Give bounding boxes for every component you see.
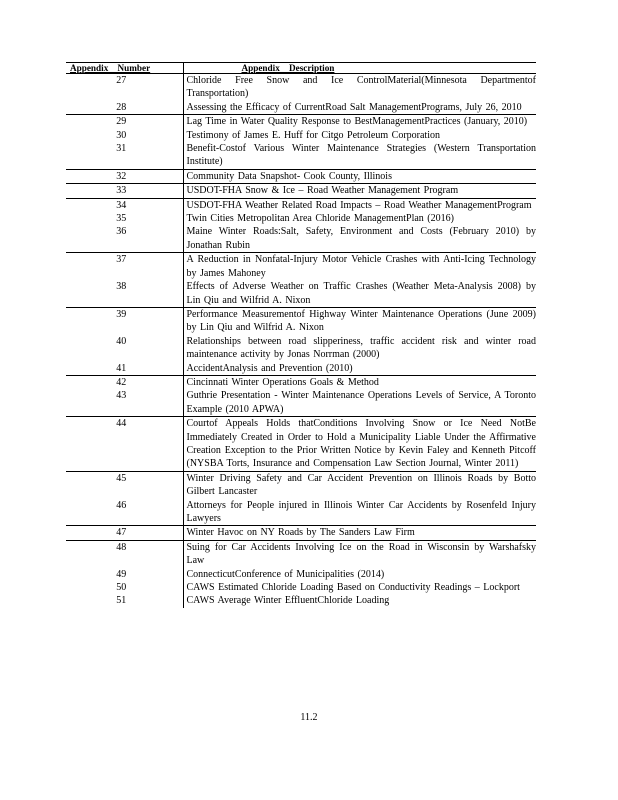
appendix-description: Performance Measurementof Highway Winter Maintenance Operations (June 2009) by Lin Qiu and Wilfrid A. Nixon <box>186 308 536 334</box>
table-row <box>66 362 536 376</box>
appendix-description: Twin Cities Metropolitan Area Chloride ManagementPlan (2016) <box>186 213 454 225</box>
table-row <box>66 225 536 252</box>
appendix-description: Community Data Snapshot- Cook County, Illinois <box>183 169 536 183</box>
appendix-description: Effects of Adverse Weather on Traffic Crashes (Weather Meta-Analysis 2008) by Lin Qiu and Wilfrid A. Nixon <box>183 280 536 307</box>
header-appendix-description <box>183 63 536 74</box>
appendix-number: 30 <box>66 129 183 142</box>
appendix-number: 44 <box>66 417 183 472</box>
table-row <box>66 375 536 389</box>
table-row <box>66 184 536 198</box>
appendix-description: USDOT-FHA Weather Related Road Impacts – Road Weather ManagementProgram <box>186 199 532 211</box>
appendix-description: CAWS Estimated Chloride Loading Based on Conductivity Readings – Lockport <box>186 582 520 594</box>
header-appendix-number-text: Appendix Number <box>70 63 151 73</box>
appendix-number: 51 <box>66 594 183 607</box>
appendix-number: 31 <box>66 142 183 169</box>
appendix-description: Benefit-Costof Various Winter Maintenance Strategies (Western Transportation Institute) <box>183 142 536 169</box>
table-row <box>66 307 536 334</box>
appendix-description: Guthrie Presentation - Winter Maintenance Operations Levels of Service, A Toronto Example (2010 APWA) <box>183 389 536 416</box>
header-appendix-description-text: Appendix Description <box>241 63 335 73</box>
appendix-description: Lag Time in Water Quality Response to BestManagementPractices (January, 2010) <box>186 116 528 128</box>
appendix-description: Attorneys for People injured in Illinois Winter Car Accidents by Rosenfeld Injury Lawyers <box>183 499 536 526</box>
table-row <box>66 335 536 362</box>
table-row <box>66 169 536 183</box>
appendix-number: 50 <box>66 581 183 594</box>
appendix-number: 32 <box>66 169 183 183</box>
appendix-number: 29 <box>66 115 183 129</box>
appendix-number: 33 <box>66 184 183 198</box>
appendix-number: 45 <box>66 471 183 498</box>
appendix-number: 43 <box>66 389 183 416</box>
appendix-number: 36 <box>66 225 183 252</box>
appendix-description: Maine Winter Roads:Salt, Safety, Environment and Costs (February 2010) by Jonathan Rubin <box>183 225 536 252</box>
table-row <box>66 129 536 142</box>
appendix-number: 48 <box>66 540 183 567</box>
appendix-number: 49 <box>66 568 183 581</box>
table-row <box>66 471 536 498</box>
appendix-description: Cincinnati Winter Operations Goals & Method <box>186 376 379 388</box>
table-row <box>66 389 536 416</box>
appendix-number: 42 <box>66 375 183 389</box>
appendix-number: 41 <box>66 362 183 376</box>
appendix-description: Winter Havoc on NY Roads by The Sanders Law Firm <box>183 526 536 540</box>
appendix-description: Assessing the Efficacy of CurrentRoad Salt ManagementPrograms, July 26, 2010 <box>183 101 536 115</box>
appendix-number: 47 <box>66 526 183 540</box>
table-row <box>66 74 536 101</box>
appendix-description: Courtof Appeals Holds thatConditions Involving Snow or Ice Need NotBe Immediately Created in Order to Hold a Municipality Liable Under the Affirmative Creation Exception to the Prior Written Notice by Kevin Faley and Kenneth Pitcoff (NYSBA Torts, Insurance and Compensation Law Section Journal, Winter 2011) <box>183 417 536 472</box>
appendix-description: CAWS Average Winter EffluentChloride Loading <box>186 595 390 607</box>
appendix-description: USDOT-FHA Snow & Ice – Road Weather Management Program <box>183 184 536 198</box>
table-header-row <box>66 63 536 74</box>
appendix-description: A Reduction in Nonfatal-Injury Motor Vehicle Crashes with Anti-Icing Technology by James Mahoney <box>186 254 536 279</box>
appendix-description: Suing for Car Accidents Involving Ice on the Road in Wisconsin by Warshafsky Law <box>186 541 536 567</box>
appendix-description: AccidentAnalysis and Prevention (2010) <box>183 362 536 376</box>
appendix-number: 34 <box>66 198 183 212</box>
appendix-description: Relationships between road slipperiness, traffic accident risk and winter road maintenance activity by Jonas Norrman (2000) <box>186 335 536 361</box>
table-row <box>66 417 536 472</box>
page-number: 11.2 <box>300 712 318 723</box>
header-appendix-number <box>66 63 183 74</box>
table-row <box>66 253 536 280</box>
table-row <box>66 142 536 169</box>
table-row <box>66 280 536 307</box>
table-row <box>66 198 536 212</box>
table-row <box>66 540 536 567</box>
table-row <box>66 568 536 581</box>
appendix-number: 28 <box>66 101 183 115</box>
table-row <box>66 499 536 526</box>
appendix-number: 46 <box>66 499 183 526</box>
appendix-number: 35 <box>66 212 183 225</box>
table-row <box>66 594 536 607</box>
appendix-table <box>66 62 536 608</box>
table-row <box>66 101 536 115</box>
appendix-number: 37 <box>66 253 183 280</box>
appendix-description: Winter Driving Safety and Car Accident Prevention on Illinois Roads by Botto Gilbert Lancaster <box>186 472 536 498</box>
table-row <box>66 212 536 225</box>
appendix-number: 39 <box>66 307 183 334</box>
table-row <box>66 115 536 129</box>
appendix-description: ConnecticutConference of Municipalities (2014) <box>186 568 385 580</box>
table-row <box>66 526 536 540</box>
appendix-number: 40 <box>66 335 183 362</box>
appendix-description: Testimony of James E. Huff for Citgo Petroleum Corporation <box>186 129 440 141</box>
appendix-description: Chloride Free Snow and Ice ControlMaterial(Minnesota Departmentof Transportation) <box>186 75 536 100</box>
appendix-rows <box>66 74 536 608</box>
table-row <box>66 581 536 594</box>
appendix-number: 27 <box>66 74 183 101</box>
appendix-number: 38 <box>66 280 183 307</box>
